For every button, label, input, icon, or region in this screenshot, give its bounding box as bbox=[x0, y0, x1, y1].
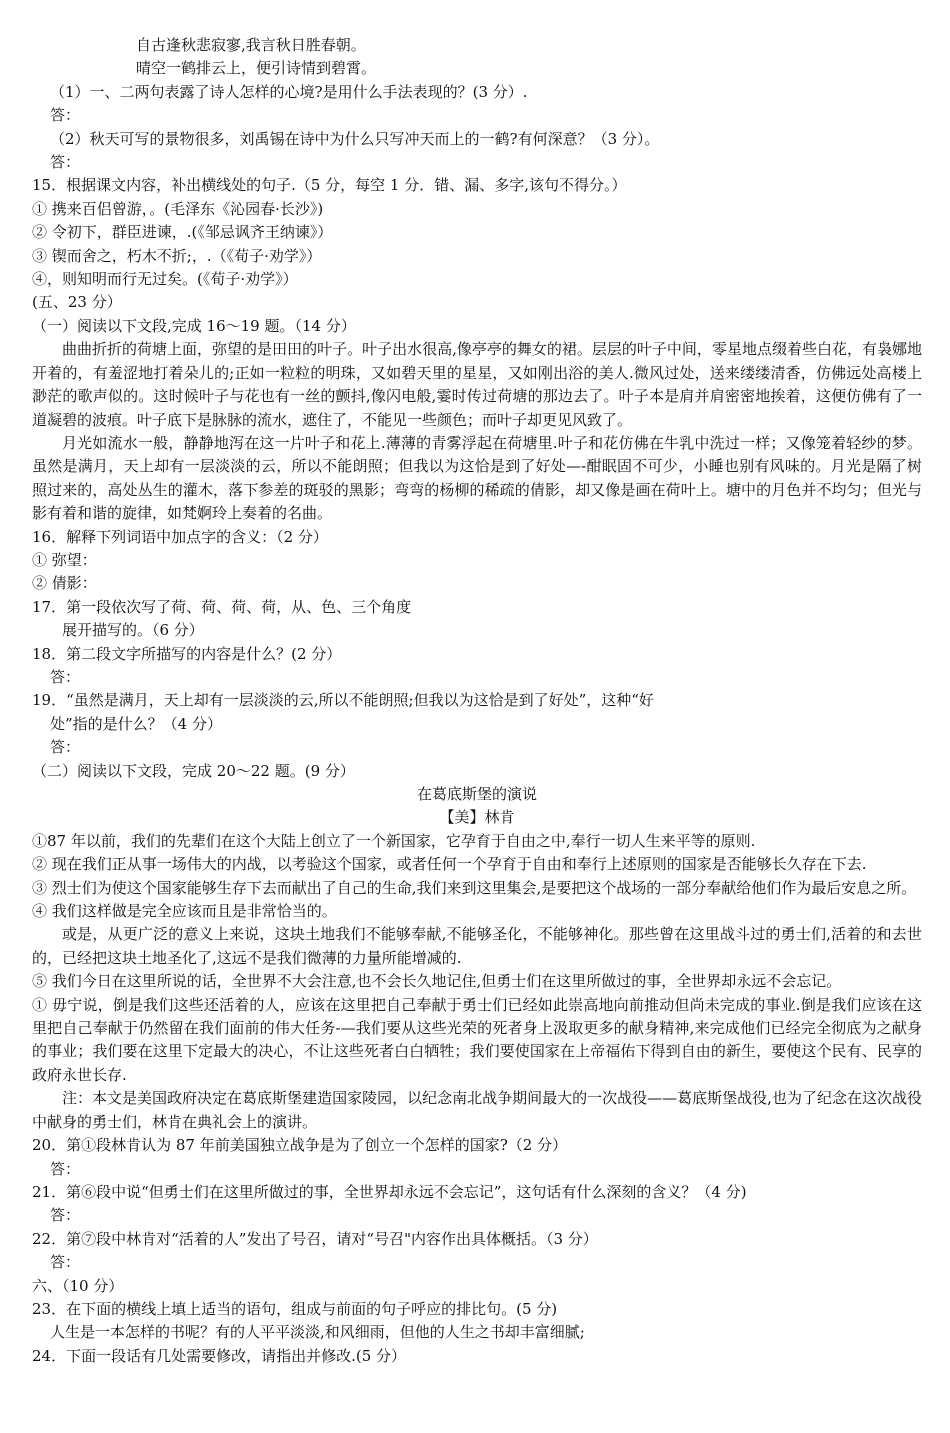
question-19: 19．“虽然是满月，天上却有一层淡淡的云,所以不能朗照;但我以为这恰是到了好处”，这种“好 bbox=[32, 691, 654, 710]
reading-1-heading: （一）阅读以下文段,完成 16～19 题。（14 分） bbox=[32, 316, 356, 335]
question-24: 24．下面一段话有几处需要修改，请指出并修改.(5 分） bbox=[32, 1346, 407, 1365]
question-15-item: ③ 锲而舍之，朽木不折;，.（《荀子·劝学》） bbox=[32, 246, 322, 265]
passage-title: 在葛底斯堡的演说 bbox=[416, 785, 537, 803]
passage-note: 注：本文是美国政府决定在葛底斯堡建造国家陵园，以纪念南北战争期间最大的一次战役——葛底斯堡战役,也为了纪念在这次战役中献身的勇士们，林肯在典礼会上的演讲。 bbox=[32, 1089, 922, 1131]
question-20: 20．第①段林肯认为 87 年前美国独立战争是为了创立一个怎样的国家?（2 分） bbox=[32, 1136, 568, 1155]
poem-line-1: 自古逢秋悲寂寥,我言秋日胜春朝。 bbox=[136, 36, 366, 54]
speech-paragraph: ① 毋宁说，倒是我们这些还活着的人，应该在这里把自己奉献于勇士们已经如此崇高地向前推动但尚未完成的事业.倒是我们应该在这里把自己奉献于仍然留在我们面前的伟大任务-—我们要从这些光荣的死者身上汲取更多的献身精神,来完成他们已经完全彻底为之献身的事业；我们要在这里下定最大的决心，不让这些死者白白牺牲；我们要使国家在上帝福佑下得到自由的新生，要使这个民有、民享的政府永世长存. bbox=[32, 995, 922, 1084]
answer-label: 答： bbox=[50, 1253, 81, 1272]
reading-2-heading: （二）阅读以下文段，完成 20～22 题。(9 分） bbox=[32, 761, 355, 780]
passage-paragraph: 曲曲折折的荷塘上面，弥望的是田田的叶子。叶子出水很高,像亭亭的舞女的裙。层层的叶子中间，零星地点缀着些白花，有袅娜地开着的，有羞涩地打着朵儿的;正如一粒粒的明珠，又如碧天里的星星，又如刚出浴的美人.微风过处，送来缕缕清香，仿佛远处高楼上渺茫的歌声似的。这时候叶子与花也有一丝的颤抖,像闪电般,霎时传过荷塘的那边去了。叶子本是肩并肩密密地挨着，这便仿佛有了一道凝碧的波痕。叶子底下是脉脉的流水，遮住了，不能见一些颜色；而叶子却更见风致了。 bbox=[32, 340, 922, 429]
question-14-1: （1）一、二两句表露了诗人怎样的心境?是用什么手法表现的？(3 分）. bbox=[50, 82, 528, 101]
question-15: 15．根据课文内容，补出横线处的句子.（5 分，每空 1 分．错、漏、多字,该句不得分。） bbox=[32, 176, 627, 195]
question-15-item: ① 携来百侣曾游，。(毛泽东《沁园春·长沙》) bbox=[32, 199, 324, 218]
section-6-heading: 六、（10 分） bbox=[32, 1276, 124, 1295]
poem-line-2: 晴空一鹤排云上，便引诗情到碧霄。 bbox=[136, 59, 377, 78]
question-18: 18．第二段文字所描写的内容是什么？(2 分） bbox=[32, 644, 342, 663]
speech-paragraph: ①87 年以前，我们的先辈们在这个大陆上创立了一个新国家，它孕育于自由之中,奉行一切人生来平等的原则. bbox=[32, 831, 756, 850]
passage-paragraph: 月光如流水一般，静静地泻在这一片叶子和花上.薄薄的青雾浮起在荷塘里.叶子和花仿佛在牛乳中洗过一样；又像笼着轻纱的梦。虽然是满月，天上却有一层淡淡的云，所以不能朗照；但我以为这恰是到了好处—-酣眠固不可少，小睡也别有风味的。月光是隔了树照过来的，高处丛生的灌木，落下参差的斑驳的黑影；弯弯的杨柳的稀疏的倩影，却又像是画在荷叶上。塘中的月色并不均匀；但光与影有着和谐的旋律，如梵婀玲上奏着的名曲。 bbox=[32, 433, 922, 523]
section-5-heading: (五、23 分） bbox=[32, 293, 122, 312]
question-14-2: （2）秋天可写的景物很多，刘禹锡在诗中为什么只写冲天而上的一鹤?有何深意？（3 分）。 bbox=[50, 129, 660, 148]
question-17-cont: 展开描写的。（6 分） bbox=[62, 621, 204, 640]
question-16-item: ② 倩影： bbox=[32, 574, 97, 593]
answer-label: 答： bbox=[50, 1206, 81, 1225]
question-22: 22．第⑦段中林肯对“活着的人”发出了号召，请对“号召"内容作出具体概括。（3 分） bbox=[32, 1229, 598, 1248]
question-23: 23．在下面的横线上填上适当的语句，组成与前面的句子呼应的排比句。(5 分) bbox=[32, 1299, 558, 1318]
speech-paragraph: ⑤ 我们今日在这里所说的话，全世界不大会注意,也不会长久地记住,但勇士们在这里所做过的事，全世界却永远不会忘记。 bbox=[32, 972, 842, 991]
question-23-text: 人生是一本怎样的书呢？有的人平平淡淡,和风细雨，但他的人生之书却丰富细腻; bbox=[50, 1323, 585, 1342]
answer-label: 答： bbox=[50, 106, 81, 125]
speech-paragraph: ② 现在我们正从事一场伟大的内战，以考验这个国家，或者任何一个孕育于自由和奉行上述原则的国家是否能够长久存在下去. bbox=[32, 855, 867, 874]
answer-label: 答： bbox=[50, 153, 81, 172]
speech-paragraph: ③ 烈士们为使这个国家能够生存下去而献出了自己的生命,我们来到这里集会,是要把这个战场的一部分奉献给他们作为最后安息之所。 bbox=[32, 878, 917, 897]
answer-label: 答： bbox=[50, 667, 81, 686]
question-21: 21．第⑥段中说“但勇士们在这里所做过的事，全世界却永远不会忘记”，这句话有什么深刻的含义？（4 分) bbox=[32, 1182, 747, 1201]
answer-label: 答： bbox=[50, 738, 81, 757]
question-16: 16．解释下列词语中加点字的含义：（2 分） bbox=[32, 527, 328, 546]
question-15-item: ② 令初下，群臣进谏，.(《邹忌讽齐王纳谏》） bbox=[32, 223, 333, 242]
question-16-item: ① 弥望： bbox=[32, 550, 97, 569]
passage-author: 【美】林肯 bbox=[439, 808, 515, 827]
question-19-cont: 处”指的是什么？（4 分） bbox=[50, 714, 222, 733]
question-15-item: ④，则知明而行无过矣。(《荀子·劝学》） bbox=[32, 270, 298, 289]
speech-paragraph: ④ 我们这样做是完全应该而且是非常恰当的。 bbox=[32, 902, 337, 921]
question-17: 17．第一段依次写了荷、荷、荷、荷，从、色、三个角度 bbox=[32, 597, 412, 616]
answer-label: 答： bbox=[50, 1159, 81, 1178]
speech-paragraph: 或是，从更广泛的意义上来说，这块土地我们不能够奉献,不能够圣化，不能够神化。那些曾在这里战斗过的勇士们,活着的和去世的，已经把这块土地圣化了,这远不是我们微薄的力量所能增减的. bbox=[32, 925, 922, 967]
